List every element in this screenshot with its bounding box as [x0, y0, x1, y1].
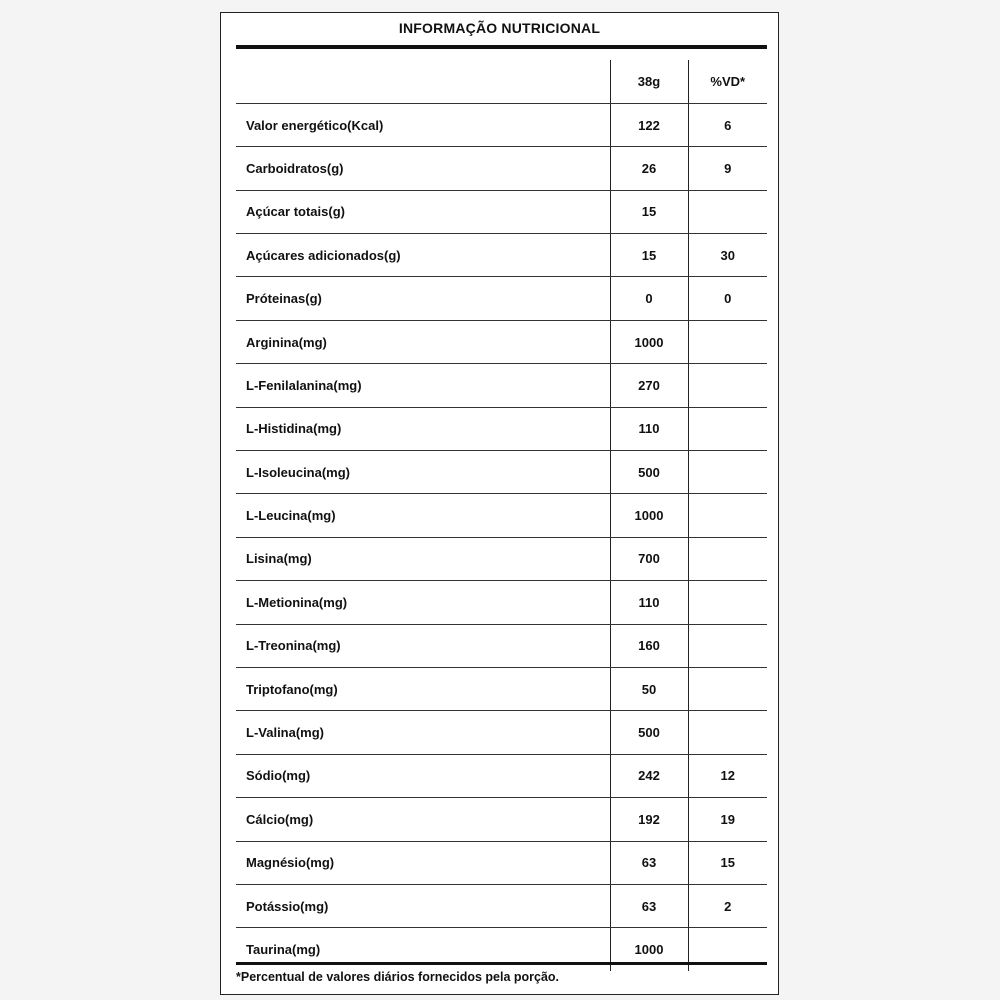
nutrient-daily-value — [688, 494, 767, 537]
nutrient-row — [236, 928, 767, 971]
nutrient-amount: 160 — [610, 624, 688, 667]
nutrition-facts-panel — [220, 12, 779, 995]
nutrient-daily-value: 12 — [688, 754, 767, 797]
nutrient-amount: 26 — [610, 147, 688, 190]
nutrient-daily-value — [688, 407, 767, 450]
nutrient-amount: 500 — [610, 711, 688, 754]
nutrient-amount: 500 — [610, 451, 688, 494]
nutrient-amount: 1000 — [610, 320, 688, 363]
nutrient-amount: 15 — [610, 190, 688, 233]
nutrient-amount: 192 — [610, 798, 688, 841]
nutrient-daily-value: 15 — [688, 841, 767, 884]
nutrient-daily-value — [688, 667, 767, 710]
nutrient-row — [236, 277, 767, 320]
nutrient-row — [236, 190, 767, 233]
title-divider — [236, 45, 767, 49]
nutrient-name: L-Fenilalanina(mg) — [236, 364, 610, 407]
nutrient-name: Cálcio(mg) — [236, 798, 610, 841]
nutrient-amount: 1000 — [610, 928, 688, 971]
nutrient-row — [236, 407, 767, 450]
nutrient-amount: 122 — [610, 103, 688, 146]
nutrient-name: L-Histidina(mg) — [236, 407, 610, 450]
nutrient-daily-value — [688, 190, 767, 233]
footer-divider — [236, 962, 767, 965]
nutrient-amount: 63 — [610, 884, 688, 927]
nutrient-amount: 110 — [610, 581, 688, 624]
nutrient-name: Lisina(mg) — [236, 537, 610, 580]
nutrient-row — [236, 147, 767, 190]
nutrient-row — [236, 798, 767, 841]
nutrient-amount: 700 — [610, 537, 688, 580]
nutrient-row — [236, 364, 767, 407]
nutrient-row — [236, 103, 767, 146]
nutrient-amount: 0 — [610, 277, 688, 320]
nutrient-daily-value — [688, 928, 767, 971]
nutrient-amount: 110 — [610, 407, 688, 450]
nutrient-name: L-Valina(mg) — [236, 711, 610, 754]
nutrient-daily-value — [688, 451, 767, 494]
nutrient-name: Valor energético(Kcal) — [236, 103, 610, 146]
nutrient-name: L-Isoleucina(mg) — [236, 451, 610, 494]
nutrient-row — [236, 841, 767, 884]
nutrient-row — [236, 624, 767, 667]
nutrition-table — [236, 60, 767, 971]
nutrient-daily-value — [688, 364, 767, 407]
nutrient-row — [236, 884, 767, 927]
nutrient-amount: 242 — [610, 754, 688, 797]
nutrient-name: L-Leucina(mg) — [236, 494, 610, 537]
nutrient-name: Próteinas(g) — [236, 277, 610, 320]
nutrient-row — [236, 667, 767, 710]
nutrient-name: L-Treonina(mg) — [236, 624, 610, 667]
nutrient-name: Triptofano(mg) — [236, 667, 610, 710]
nutrient-daily-value: 9 — [688, 147, 767, 190]
nutrient-row — [236, 537, 767, 580]
nutrient-daily-value: 0 — [688, 277, 767, 320]
nutrient-row — [236, 234, 767, 277]
nutrient-name: L-Metionina(mg) — [236, 581, 610, 624]
header-portion-cell: 38g — [610, 60, 688, 103]
nutrient-row — [236, 320, 767, 363]
header-nutrient-cell — [236, 60, 610, 103]
nutrient-row — [236, 581, 767, 624]
nutrient-name: Sódio(mg) — [236, 754, 610, 797]
nutrient-daily-value — [688, 624, 767, 667]
nutrient-daily-value — [688, 711, 767, 754]
nutrient-daily-value: 19 — [688, 798, 767, 841]
nutrient-daily-value: 30 — [688, 234, 767, 277]
nutrient-row — [236, 754, 767, 797]
daily-value-footnote: *Percentual de valores diários fornecidos pela porção. — [236, 970, 560, 984]
nutrient-name: Açúcares adicionados(g) — [236, 234, 610, 277]
nutrient-name: Arginina(mg) — [236, 320, 610, 363]
nutrient-row — [236, 494, 767, 537]
nutrient-daily-value — [688, 537, 767, 580]
nutrient-daily-value — [688, 320, 767, 363]
nutrition-title: INFORMAÇÃO NUTRICIONAL — [398, 20, 601, 36]
nutrient-name: Potássio(mg) — [236, 884, 610, 927]
header-daily-value-cell: %VD* — [688, 60, 767, 103]
nutrient-amount: 50 — [610, 667, 688, 710]
nutrient-row — [236, 451, 767, 494]
nutrient-name: Açúcar totais(g) — [236, 190, 610, 233]
nutrient-daily-value: 6 — [688, 103, 767, 146]
nutrient-name: Carboidratos(g) — [236, 147, 610, 190]
nutrient-name: Magnésio(mg) — [236, 841, 610, 884]
nutrient-row — [236, 711, 767, 754]
nutrient-name: Taurina(mg) — [246, 942, 321, 958]
nutrient-amount: 15 — [610, 234, 688, 277]
nutrient-amount: 63 — [610, 841, 688, 884]
nutrition-table-body — [236, 60, 767, 971]
header-row — [236, 60, 767, 103]
nutrient-daily-value: 2 — [688, 884, 767, 927]
nutrient-amount: 1000 — [610, 494, 688, 537]
nutrient-amount: 270 — [610, 364, 688, 407]
nutrient-daily-value — [688, 581, 767, 624]
